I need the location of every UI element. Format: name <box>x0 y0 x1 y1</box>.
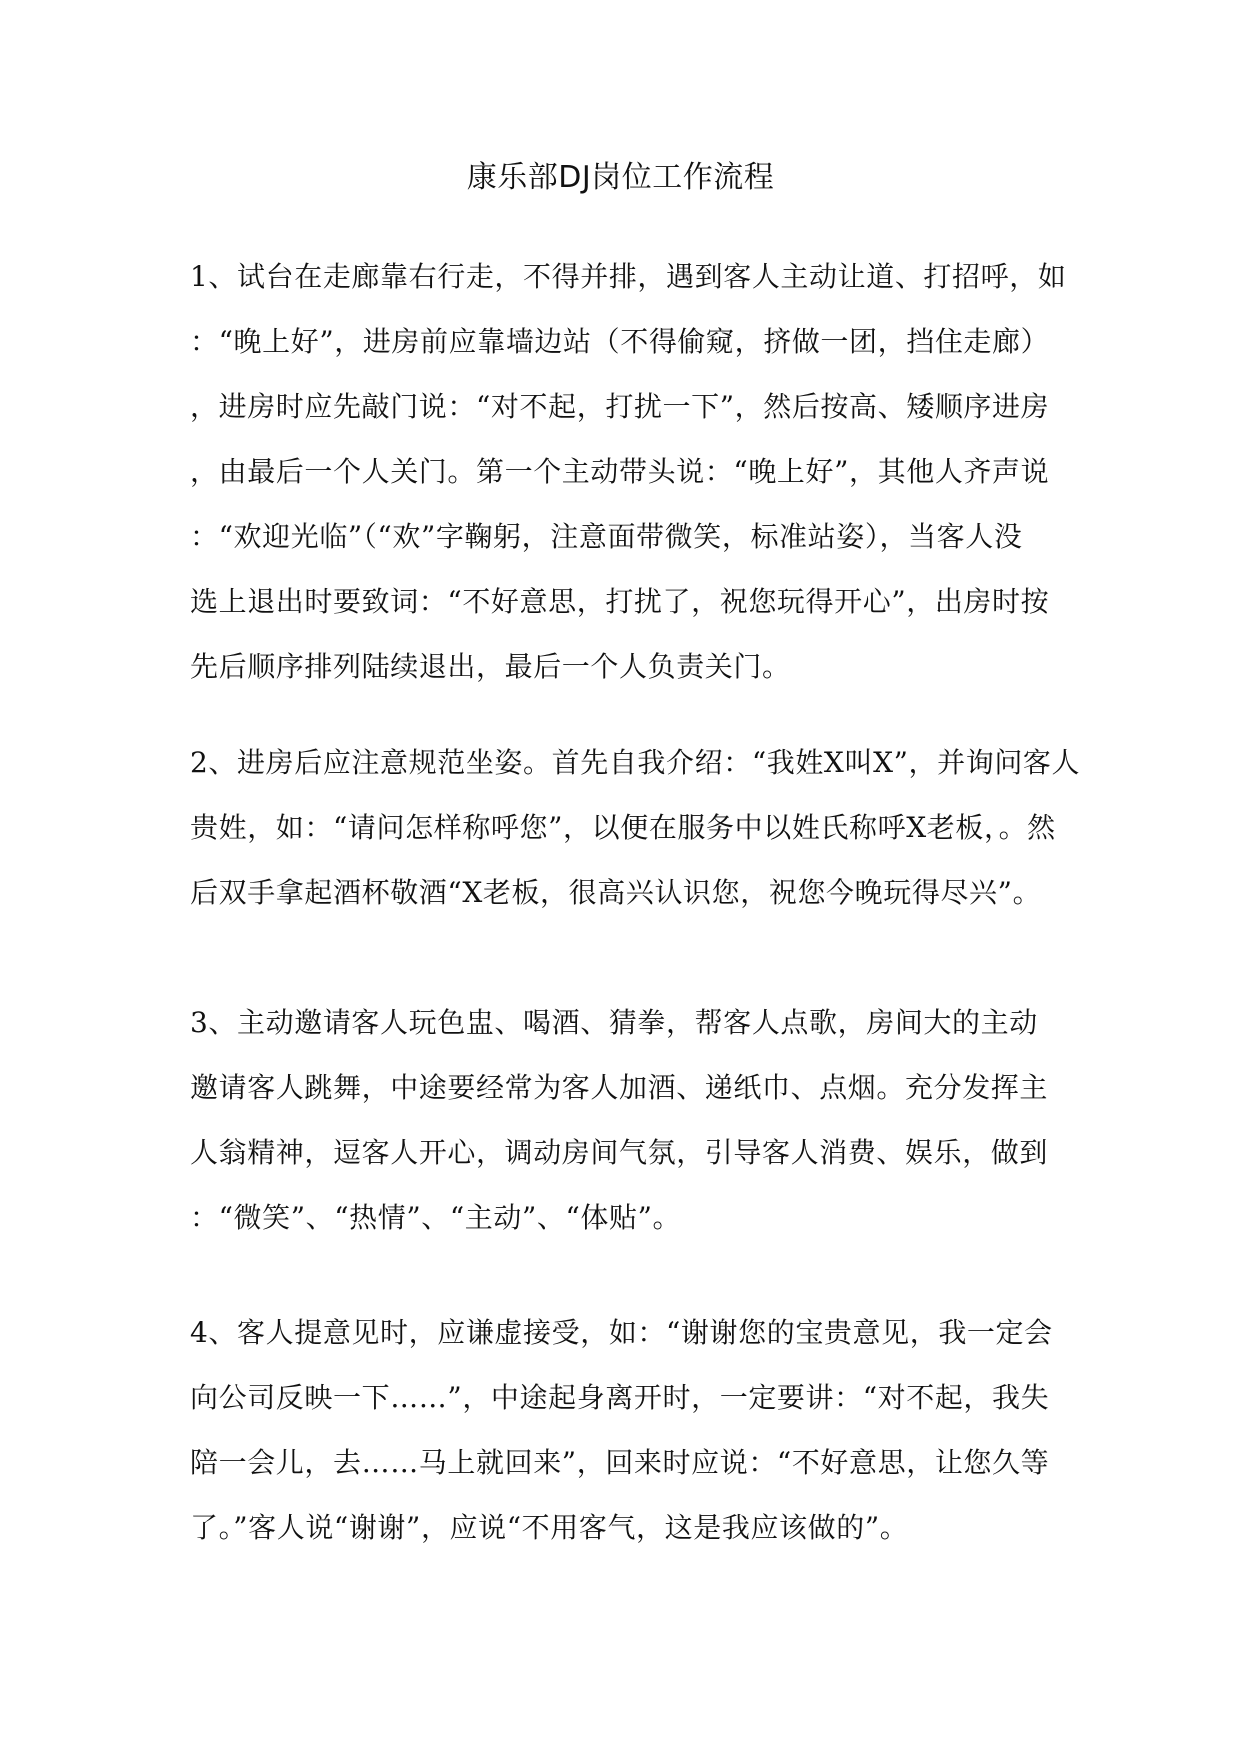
paragraph-line: 先后顺序排列陆续退出，最后一个人负责关门。 <box>190 650 791 683</box>
paragraph-line: 陪一会儿，去……马上就回来”，回来时应说：“不好意思，让您久等 <box>190 1446 1050 1479</box>
paragraph-line: ：“欢迎光临”（“欢”字鞠躬，注意面带微笑，标准站姿），当客人没 <box>190 520 1023 553</box>
paragraph-line: ，进房时应先敲门说：“对不起，打扰一下”，然后按高、矮顺序进房 <box>190 390 1050 423</box>
paragraph-line: 邀请客人跳舞，中途要经常为客人加酒、递纸巾、点烟。充分发挥主 <box>190 1071 1049 1104</box>
paragraph-3 <box>190 990 1090 1250</box>
paragraph-line: 3、主动邀请客人玩色盅、喝酒、猜拳，帮客人点歌，房间大的主动 <box>190 1006 1038 1039</box>
paragraph-1 <box>190 244 1090 699</box>
paragraph-line: 人翁精神，逗客人开心，调动房间气氛，引导客人消费、娱乐，做到 <box>190 1136 1049 1169</box>
paragraph-line: 向公司反映一下……”，中途起身离开时，一定要讲：“对不起，我失 <box>190 1381 1050 1414</box>
paragraph-line: 后双手拿起酒杯敬酒“X老板，很高兴认识您，祝您今晚玩得尽兴”。 <box>190 876 1042 909</box>
paragraph-line: 贵姓，如：“请问怎样称呼您”，以便在服务中以姓氏称呼X老板，。然 <box>190 811 1056 844</box>
paragraph-line: 4、客人提意见时，应谦虚接受，如：“谢谢您的宝贵意见，我一定会 <box>190 1316 1053 1349</box>
paragraph-line: 1、试台在走廊靠右行走，不得并排，遇到客人主动让道、打招呼，如 <box>190 260 1067 293</box>
paragraph-line: ：“微笑”、“热情”、“主动”、“体贴”。 <box>190 1201 682 1234</box>
page-title: 康乐部DJ岗位工作流程 <box>466 160 775 195</box>
paragraph-line: ，由最后一个人关门。第一个主动带头说：“晚上好”，其他人齐声说 <box>190 455 1050 488</box>
paragraph-2 <box>190 730 1090 925</box>
paragraph-line: 2、进房后应注意规范坐姿。首先自我介绍：“我姓X叫X”，并询问客人 <box>190 746 1081 779</box>
paragraph-line: ：“晚上好”，进房前应靠墙边站（不得偷窥，挤做一团，挡住走廊） <box>190 325 1050 358</box>
paragraph-line: 了。”客人说“谢谢”，应说“不用客气，这是我应该做的”。 <box>190 1511 909 1544</box>
paragraph-line: 选上退出时要致词：“不好意思，打扰了，祝您玩得开心”，出房时按 <box>190 585 1050 618</box>
paragraph-4 <box>190 1300 1090 1560</box>
